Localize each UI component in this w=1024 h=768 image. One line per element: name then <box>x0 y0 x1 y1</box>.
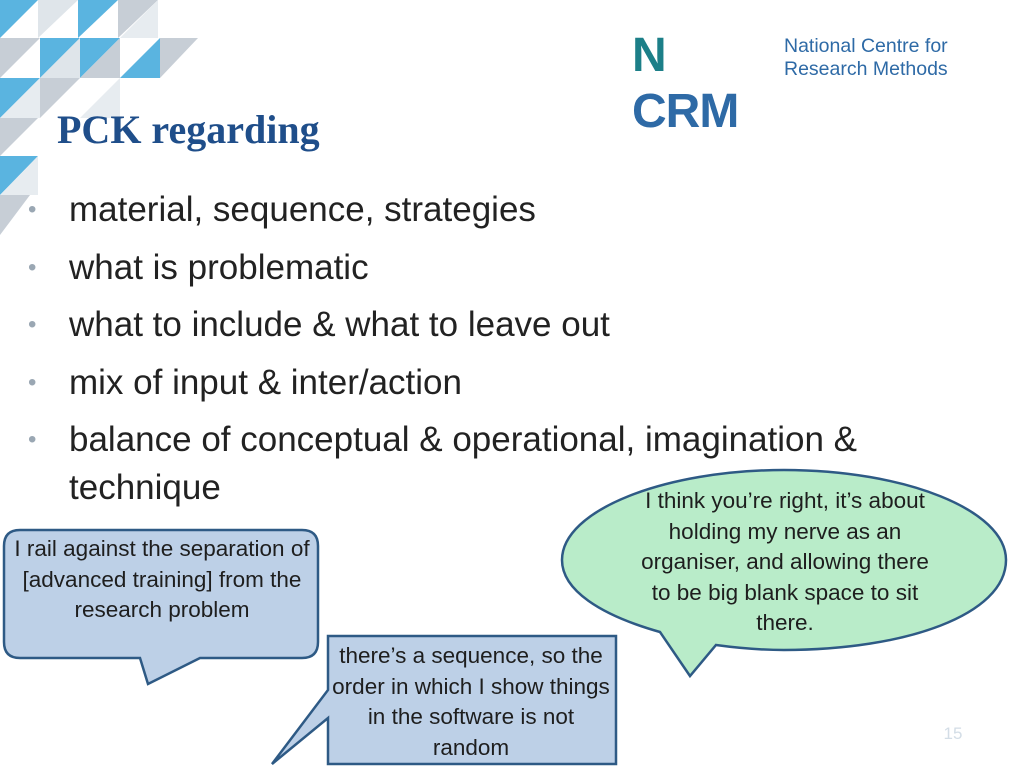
logo-line-1: National Centre for <box>784 35 948 57</box>
callout-right-text: I think you’re right, it’s about holding my nerve as an organiser, and allowing there to be big blank space to sit there. <box>641 488 929 635</box>
bullet-text: balance of conceptual & operational, imagination & technique <box>69 420 858 507</box>
bullet-text: material, sequence, strategies <box>69 190 536 229</box>
callout-left-text: I rail against the separation of [advanced training] from the research problem <box>14 536 310 622</box>
logo-mark-text: N <box>632 29 666 82</box>
bullet-dot-icon: • <box>28 196 37 223</box>
callout-middle-text: there’s a sequence, so the order in which I show things in the software is not random <box>332 643 610 760</box>
bullet-dot-icon: • <box>28 426 37 453</box>
bullet-text: what is problematic <box>69 247 369 287</box>
bullet-dot-icon: • <box>28 311 37 338</box>
logo-mark-rest: CRM <box>632 85 739 138</box>
bullet-dot-icon: • <box>28 368 37 396</box>
bullet-text: mix of input & inter/action <box>69 362 462 402</box>
slide-title: PCK regarding <box>57 107 320 152</box>
page-number: 15 <box>943 724 963 743</box>
bullet-dot-icon: • <box>28 253 37 281</box>
bullet-text: what to include & what to leave out <box>69 305 610 344</box>
logo-line-2: Research Methods <box>784 58 948 80</box>
